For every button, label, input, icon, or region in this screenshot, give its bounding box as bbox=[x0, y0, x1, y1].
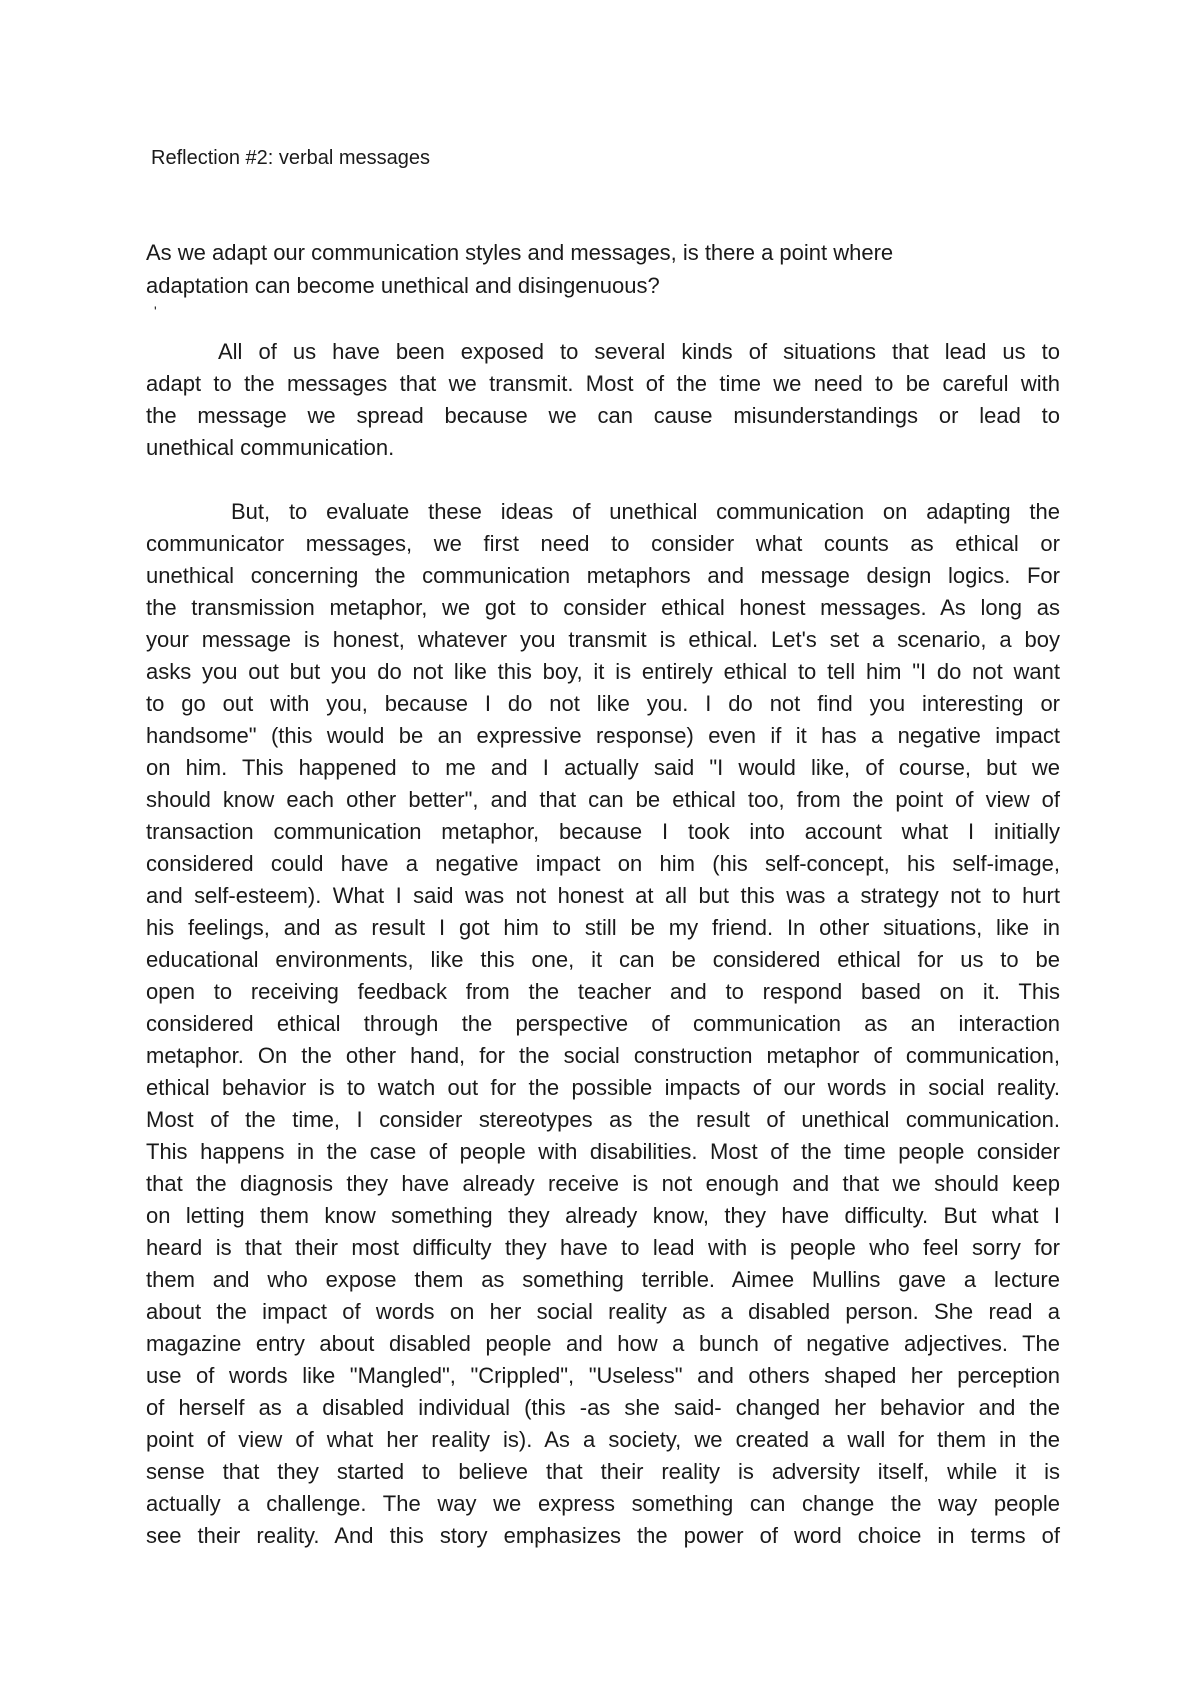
paragraph-line: use of words like "Mangled", "Crippled", "Useless" and others shaped her perception bbox=[146, 1363, 1060, 1388]
paragraph-line: asks you out but you do not like this boy, it is entirely ethical to tell him "I do not want bbox=[146, 659, 1060, 684]
paragraph-line: considered ethical through the perspective of communication as an interaction bbox=[146, 1011, 1060, 1036]
paragraph-line: metaphor. On the other hand, for the social construction metaphor of communication, bbox=[146, 1043, 1060, 1068]
paragraph-line: on letting them know something they already know, they have difficulty. But what I bbox=[146, 1203, 1060, 1228]
reflection-question bbox=[146, 236, 1066, 302]
paragraph-line: them and who expose them as something terrible. Aimee Mullins gave a lecture bbox=[146, 1267, 1060, 1292]
paragraph-2 bbox=[146, 496, 1060, 1552]
paragraph-line: of herself as a disabled individual (this -as she said- changed her behavior and the bbox=[146, 1395, 1060, 1420]
paragraph-line: point of view of what her reality is). As a society, we created a wall for them in the bbox=[146, 1427, 1060, 1452]
paragraph-line: actually a challenge. The way we express something can change the way people bbox=[146, 1491, 1060, 1516]
paragraph-line: All of us have been exposed to several kinds of situations that lead us to bbox=[218, 339, 1060, 364]
paragraph-line: magazine entry about disabled people and how a bunch of negative adjectives. The bbox=[146, 1331, 1060, 1356]
paragraph-line: that the diagnosis they have already receive is not enough and that we should keep bbox=[146, 1171, 1060, 1196]
paragraph-line: and self-esteem). What I said was not honest at all but this was a strategy not to hurt bbox=[146, 883, 1060, 908]
paragraph-line: to go out with you, because I do not like you. I do not find you interesting or bbox=[146, 691, 1060, 716]
paragraph-line: communicator messages, we first need to consider what counts as ethical or bbox=[146, 531, 1060, 556]
paragraph-line: heard is that their most difficulty they have to lead with is people who feel sorry for bbox=[146, 1235, 1060, 1260]
paragraph-1 bbox=[146, 336, 1060, 464]
paragraph-line: the transmission metaphor, we got to consider ethical honest messages. As long as bbox=[146, 595, 1060, 620]
paragraph-line: considered could have a negative impact on him (his self-concept, his self-image, bbox=[146, 851, 1060, 876]
paragraph-line: handsome" (this would be an expressive response) even if it has a negative impact bbox=[146, 723, 1060, 748]
question-line: As we adapt our communication styles and messages, is there a point where bbox=[146, 240, 894, 265]
paragraph-line: should know each other better", and that can be ethical too, from the point of view of bbox=[146, 787, 1060, 812]
paragraph-line: unethical concerning the communication metaphors and message design logics. For bbox=[146, 563, 1060, 588]
paragraph-line: ethical behavior is to watch out for the possible impacts of our words in social reality. bbox=[146, 1075, 1060, 1100]
paragraph-line: sense that they started to believe that their reality is adversity itself, while it is bbox=[146, 1459, 1060, 1484]
paragraph-line: Most of the time, I consider stereotypes as the result of unethical communication. bbox=[146, 1107, 1060, 1132]
paragraph-line: on him. This happened to me and I actually said "I would like, of course, but we bbox=[146, 755, 1060, 780]
stray-mark: ' bbox=[154, 303, 157, 319]
paragraph-line: his feelings, and as result I got him to still be my friend. In other situations, like in bbox=[146, 915, 1060, 940]
paragraph-line: But, to evaluate these ideas of unethical communication on adapting the bbox=[231, 499, 1060, 524]
paragraph-line: your message is honest, whatever you transmit is ethical. Let's set a scenario, a boy bbox=[146, 627, 1060, 652]
paragraph-line: educational environments, like this one, it can be considered ethical for us to be bbox=[146, 947, 1060, 972]
question-line: adaptation can become unethical and disingenuous? bbox=[146, 273, 660, 298]
document-title: Reflection #2: verbal messages bbox=[151, 147, 431, 169]
paragraph-line: the message we spread because we can cause misunderstandings or lead to bbox=[146, 403, 1060, 428]
paragraph-line: transaction communication metaphor, because I took into account what I initially bbox=[146, 819, 1060, 844]
paragraph-line: adapt to the messages that we transmit. Most of the time we need to be careful with bbox=[146, 371, 1060, 396]
paragraph-line: see their reality. And this story emphasizes the power of word choice in terms of bbox=[146, 1523, 1060, 1548]
paragraph-line: unethical communication. bbox=[146, 435, 395, 460]
paragraph-line: about the impact of words on her social reality as a disabled person. She read a bbox=[146, 1299, 1060, 1324]
paragraph-line: open to receiving feedback from the teacher and to respond based on it. This bbox=[146, 979, 1060, 1004]
paragraph-line: This happens in the case of people with disabilities. Most of the time people consider bbox=[146, 1139, 1060, 1164]
